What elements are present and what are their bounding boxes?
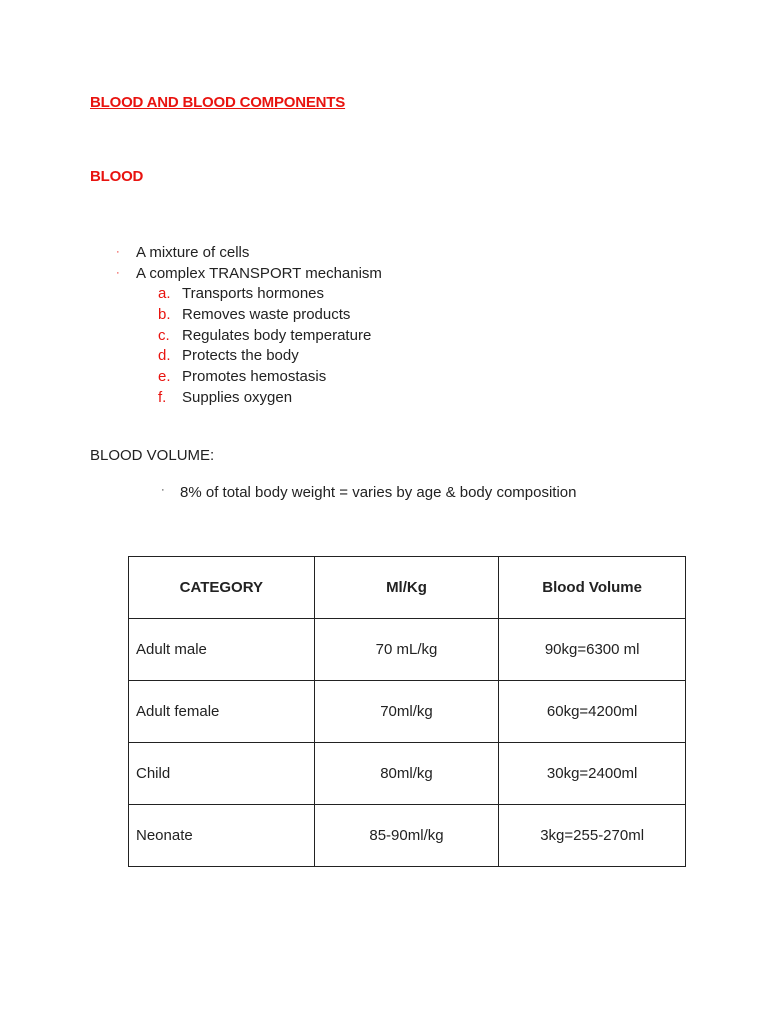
sub-list-item	[158, 367, 382, 388]
table-cell-category: Adult male	[129, 619, 315, 681]
column-header-ml-per-kg: Ml/Kg	[314, 557, 499, 619]
table-cell-blood-volume: 3kg=255-270ml	[499, 805, 686, 867]
table-cell-category: Neonate	[129, 805, 315, 867]
document-title: BLOOD AND BLOOD COMPONENTS	[90, 94, 346, 111]
sub-item-text: Protects the body	[182, 347, 299, 365]
sub-item-text: Transports hormones	[182, 285, 325, 302]
sub-list-item	[158, 346, 382, 367]
blood-bullet-list	[112, 242, 382, 409]
table-row	[129, 743, 686, 805]
table-cell-category: Adult female	[129, 681, 315, 743]
list-item	[112, 242, 382, 263]
sub-item-text: Supplies oxygen	[182, 388, 293, 406]
table-header-row	[129, 557, 686, 619]
list-item	[112, 263, 382, 409]
blood-volume-heading: BLOOD VOLUME:	[90, 447, 215, 464]
sub-list-item	[158, 388, 382, 409]
sub-list-item	[158, 326, 382, 347]
transport-sub-list	[136, 284, 382, 409]
blood-volume-text: 8% of total body weight = varies by age & body composition	[180, 484, 577, 501]
sub-list-item	[158, 284, 382, 305]
table-cell-category: Child	[129, 743, 315, 805]
table-cell-blood-volume: 30kg=2400ml	[499, 743, 686, 805]
sub-list-item	[158, 305, 382, 326]
list-item-text: A mixture of cells	[136, 244, 250, 261]
blood-volume-bullet	[158, 484, 576, 501]
table-cell-ml-per-kg: 80ml/kg	[314, 743, 499, 805]
bullet-marker: ·	[116, 267, 120, 279]
table-row	[129, 619, 686, 681]
list-item-text: A complex TRANSPORT mechanism	[136, 265, 382, 282]
table-cell-ml-per-kg: 70 mL/kg	[314, 619, 499, 681]
sub-item-text: Removes waste products	[182, 305, 351, 323]
sub-item-text: Promotes hemostasis	[182, 368, 327, 386]
sub-item-letter: b.	[158, 305, 171, 323]
table-row	[129, 681, 686, 743]
table-row	[129, 805, 686, 867]
sub-item-letter: f.	[158, 388, 167, 406]
sub-item-text: Regulates body temperature	[182, 326, 372, 344]
column-header-category: CATEGORY	[129, 557, 315, 619]
sub-item-letter: e.	[158, 368, 171, 386]
table-cell-blood-volume: 90kg=6300 ml	[499, 619, 686, 681]
section-heading-blood: BLOOD	[90, 168, 144, 185]
sub-item-letter: a.	[158, 285, 171, 302]
column-header-blood-volume: Blood Volume	[499, 557, 686, 619]
table-cell-ml-per-kg: 85-90ml/kg	[314, 805, 499, 867]
sub-item-letter: c.	[158, 326, 170, 344]
table-cell-blood-volume: 60kg=4200ml	[499, 681, 686, 743]
table-cell-ml-per-kg: 70ml/kg	[314, 681, 499, 743]
bullet-marker: ·	[161, 484, 165, 496]
bullet-marker: ·	[116, 246, 120, 258]
blood-volume-table	[128, 556, 686, 867]
sub-item-letter: d.	[158, 347, 171, 365]
